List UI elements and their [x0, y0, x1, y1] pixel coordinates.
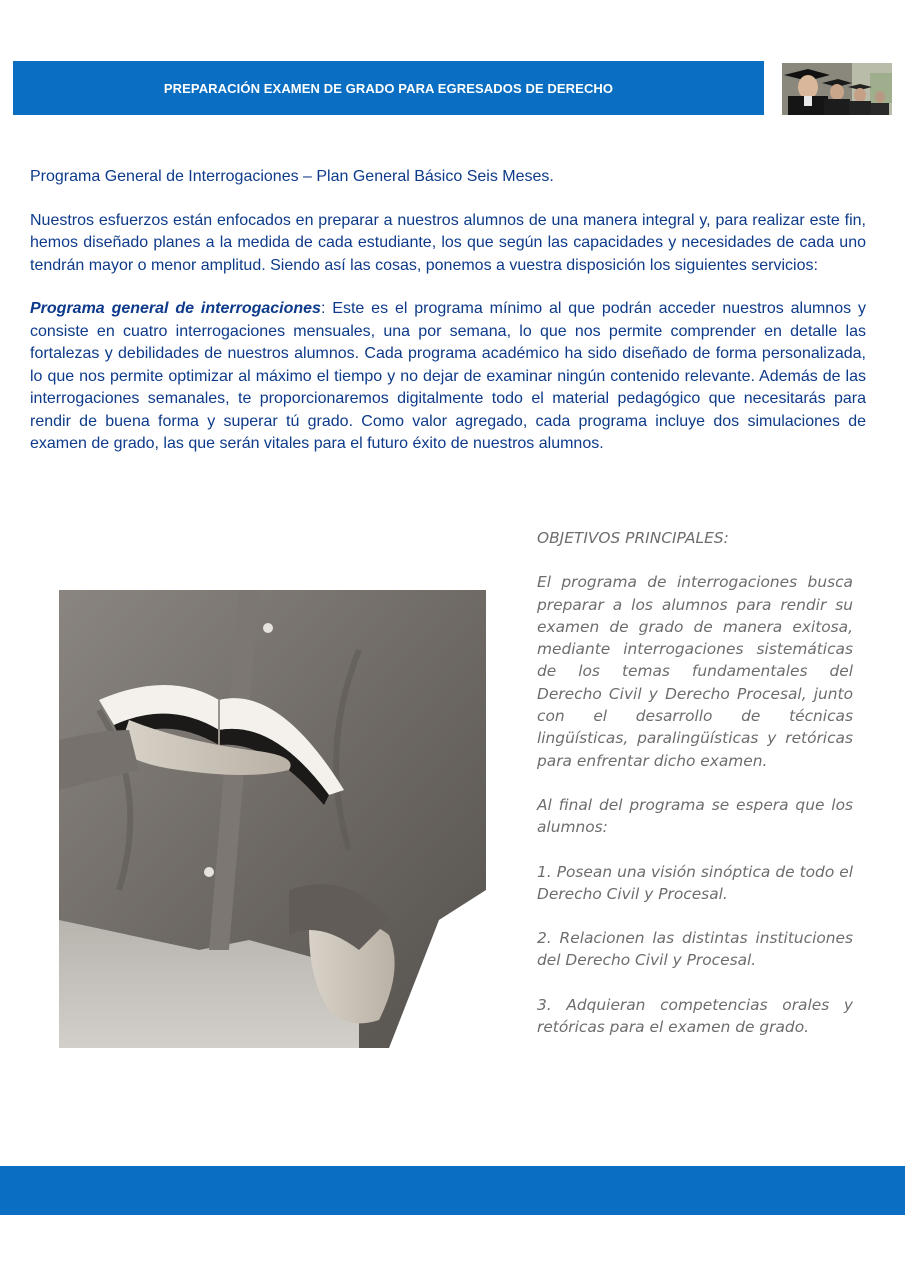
intro-paragraph: Nuestros esfuerzos están enfocados en preparar a nuestros alumnos de una manera integral y, para realizar este fin, hemos diseñado planes a la medida de cada estudiante, los que según las capacidades y necesidades de cada uno tendrán mayor o menor amplitud. Siendo así las cosas, ponemos a vuestra disposición los siguientes servicios:: [30, 211, 866, 274]
objectives-expectation: Al final del programa se espera que los alumnos:: [537, 795, 853, 837]
objective-item-1: 1. Posean una visión sinóptica de todo el Derecho Civil y Procesal.: [537, 862, 853, 903]
program-label: Programa general de interrogaciones: [30, 300, 321, 317]
objectives-section: [537, 527, 853, 1060]
header-title: PREPARACIÓN EXAMEN DE GRADO PARA EGRESADOS DE DERECHO: [163, 80, 614, 96]
intro-section: [30, 166, 866, 477]
objective-item-3: 3. Adquieran competencias orales y retóricas para el examen de grado.: [537, 995, 853, 1037]
student-reading-book-photo-icon: [59, 590, 486, 1048]
graduates-photo-icon: [782, 63, 892, 115]
objectives-paragraph: El programa de interrogaciones busca preparar a los alumnos para rendir su examen de grado de manera exitosa, mediante interrogaciones sistemáticas de los temas fundamentales del Derecho Civil y Derecho Procesal, junto con el desarrollo de técnicas lingüísticas, paralingüísticas y retóricas para enfrentar dicho examen.: [537, 573, 853, 770]
program-text: : Este es el programa mínimo al que podrán acceder nuestros alumnos y consiste en cuatro interrogaciones mensuales, una por semana, lo que nos permite comprender en detalle las fortalezas y debilidades de nuestros alumnos. Cada programa académico ha sido diseñado de forma personalizada, lo que nos permite optimizar al máximo el tiempo y no dejar de examinar ningún contenido relevante. Además de las interrogaciones semanales, te proporcionaremos digitalmente todo el material pedagógico que necesitarás para rendir de buena forma y superar tú grado. Como valor agregado, cada programa incluye dos simulaciones de examen de grado, las que serán vitales para el futuro éxito de nuestros alumnos.: [30, 300, 866, 452]
objectives-title: OBJETIVOS PRINCIPALES:: [537, 529, 729, 547]
program-heading: Programa General de Interrogaciones – Plan General Básico Seis Meses.: [30, 168, 554, 185]
objective-item-2: 2. Relacionen las distintas instituciones del Derecho Civil y Procesal.: [537, 929, 853, 970]
footer-bar: [0, 1166, 905, 1215]
program-paragraph: [30, 298, 866, 456]
header-bar: [13, 61, 764, 115]
